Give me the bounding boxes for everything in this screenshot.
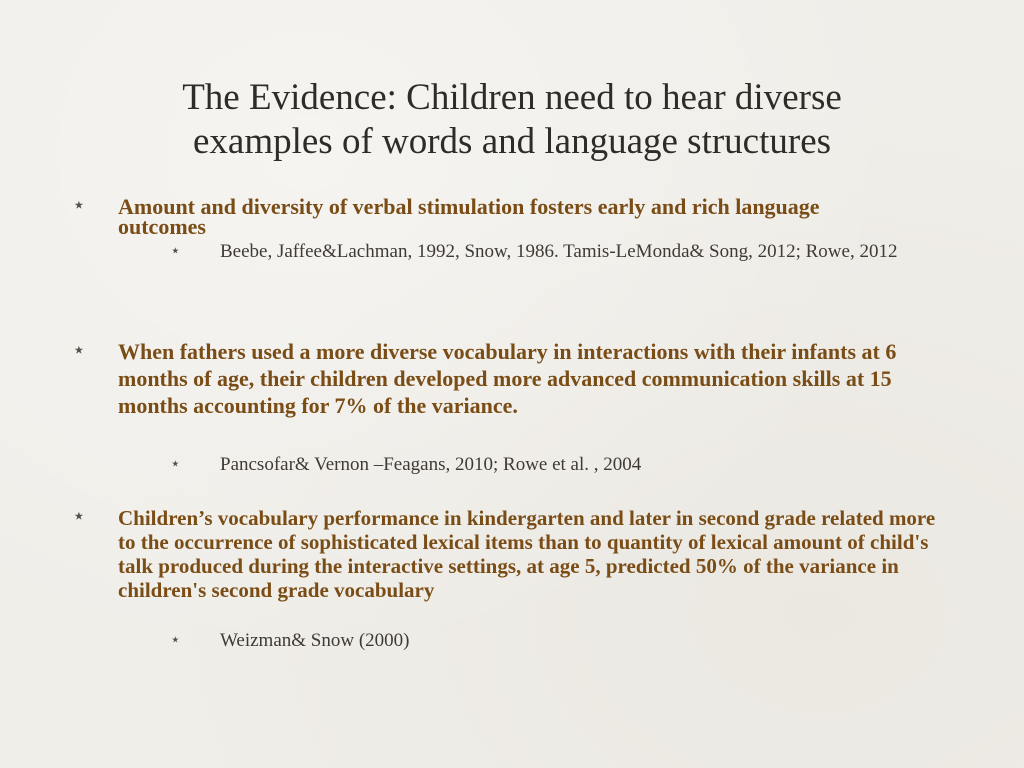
star-bullet-icon: ⋆	[72, 192, 86, 217]
slide-title-line-1: The Evidence: Children need to hear diverse	[182, 77, 842, 118]
star-bullet-icon: ⋆	[170, 630, 181, 649]
bullet-item-3	[72, 503, 948, 602]
bullet-text: When fathers used a more diverse vocabulary in interactions with their infants at 6 months of age, their children developed more advanced communication skills at 15 months accounting for 7% of the variance.	[118, 339, 897, 418]
bullet-item-2	[72, 337, 938, 419]
star-bullet-icon: ⋆	[170, 241, 181, 260]
sub-bullet-item-2	[170, 454, 940, 475]
slide-title-line-2: examples of words and language structures	[192, 121, 832, 162]
bullet-item-1	[72, 192, 898, 239]
bullet-text: Amount and diversity of verbal stimulation fosters early and rich language outcomes	[118, 194, 820, 239]
bullet-text: Children’s vocabulary performance in kindergarten and later in second grade related more to the occurrence of sophisticated lexical items than to quantity of lexical amount of child's talk produced during the interactive settings, at age 5, predicted 50% of the variance in children's second grade vocabulary	[118, 506, 936, 602]
slide-title	[60, 76, 964, 164]
star-bullet-icon: ⋆	[170, 454, 181, 473]
citation-text: Pancsofar& Vernon –Feagans, 2010; Rowe et al. , 2004	[220, 454, 642, 475]
sub-bullet-item-3	[170, 630, 940, 651]
sub-bullet-item-1	[170, 241, 940, 262]
citation-text: Weizman& Snow (2000)	[220, 630, 410, 651]
star-bullet-icon: ⋆	[72, 503, 86, 528]
star-bullet-icon: ⋆	[72, 337, 86, 362]
citation-text: Beebe, Jaffee&Lachman, 1992, Snow, 1986. Tamis-LeMonda& Song, 2012; Rowe, 2012	[220, 241, 898, 262]
